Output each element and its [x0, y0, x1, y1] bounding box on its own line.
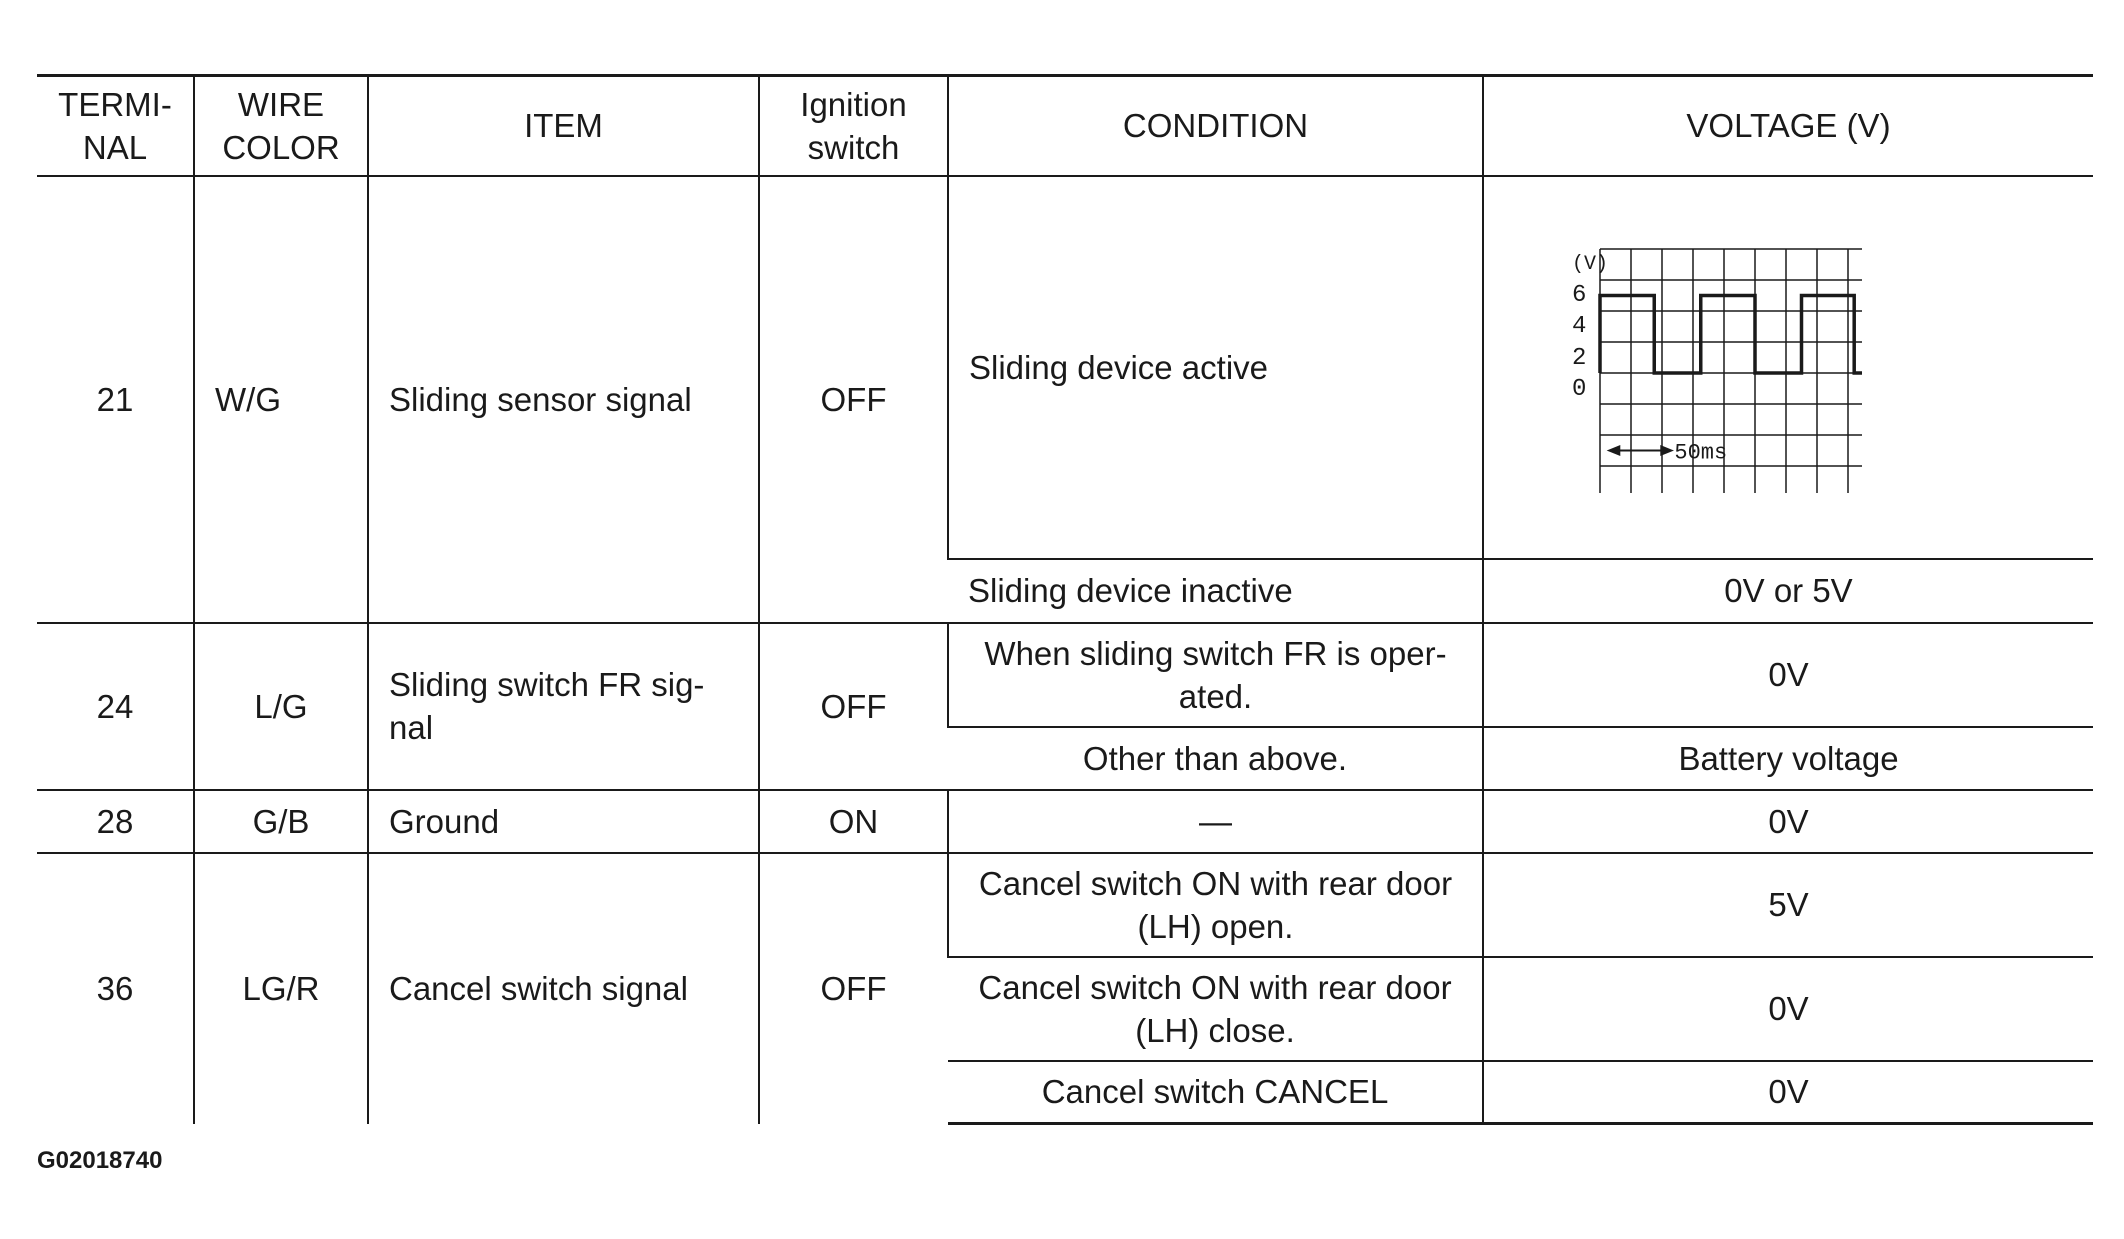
wire-color-cell: LG/R	[194, 853, 368, 1124]
header-voltage: VOLTAGE (V)	[1483, 76, 2093, 176]
ignition-cell: OFF	[759, 176, 948, 623]
scope-y-tick: 4	[1572, 313, 1587, 340]
voltage-cell: 0V	[1483, 623, 2093, 727]
table-row	[37, 623, 2093, 727]
figure-id: G02018740	[37, 1147, 163, 1174]
header-terminal: TERMI- NAL	[37, 76, 194, 176]
header-condition: CONDITION	[948, 76, 1483, 176]
voltage-cell: 0V	[1483, 1061, 2093, 1124]
table-row	[37, 790, 2093, 853]
voltage-cell: 5V	[1483, 853, 2093, 957]
ignition-cell: OFF	[759, 853, 948, 1124]
condition-cell: Sliding device inactive	[948, 559, 1483, 623]
oscilloscope-waveform	[1550, 241, 1862, 493]
condition-cell: Sliding device active	[948, 176, 1483, 559]
wire-color-cell: G/B	[194, 790, 368, 853]
voltage-cell	[1483, 176, 2093, 559]
table-row	[37, 176, 2093, 559]
terminal-cell: 28	[37, 790, 194, 853]
header-ignition-switch: Ignition switch	[759, 76, 948, 176]
condition-cell: —	[948, 790, 1483, 853]
header-wire-color: WIRE COLOR	[194, 76, 368, 176]
condition-cell: Other than above.	[948, 727, 1483, 790]
item-cell: Sliding sensor signal	[368, 176, 759, 623]
voltage-cell: 0V	[1483, 957, 2093, 1061]
table-row	[37, 853, 2093, 957]
ignition-cell: OFF	[759, 623, 948, 790]
wire-color-cell: W/G	[194, 176, 368, 623]
terminal-voltage-table	[37, 74, 2093, 1125]
ignition-cell: ON	[759, 790, 948, 853]
terminal-cell: 21	[37, 176, 194, 623]
scope-y-tick: 2	[1572, 345, 1587, 372]
scope-y-tick: 6	[1572, 282, 1587, 309]
scope-unit-label: (V)	[1572, 253, 1609, 276]
item-cell: Sliding switch FR sig- nal	[368, 623, 759, 790]
scope-time-marker	[1609, 447, 1671, 455]
scope-time-label: 50ms	[1674, 440, 1728, 466]
condition-cell: When sliding switch FR is oper- ated.	[948, 623, 1483, 727]
voltage-cell: Battery voltage	[1483, 727, 2093, 790]
scope-square-wave	[1600, 296, 1862, 374]
terminal-cell: 36	[37, 853, 194, 1124]
voltage-cell: 0V or 5V	[1483, 559, 2093, 623]
item-cell: Cancel switch signal	[368, 853, 759, 1124]
condition-cell: Cancel switch ON with rear door (LH) open.	[948, 853, 1483, 957]
condition-cell: Cancel switch ON with rear door (LH) close.	[948, 957, 1483, 1061]
scope-grid	[1600, 249, 1862, 493]
wire-color-cell: L/G	[194, 623, 368, 790]
condition-cell: Cancel switch CANCEL	[948, 1061, 1483, 1124]
voltage-cell: 0V	[1483, 790, 2093, 853]
item-cell: Ground	[368, 790, 759, 853]
terminal-cell: 24	[37, 623, 194, 790]
scope-y-tick: 0	[1572, 376, 1587, 403]
header-item: ITEM	[368, 76, 759, 176]
